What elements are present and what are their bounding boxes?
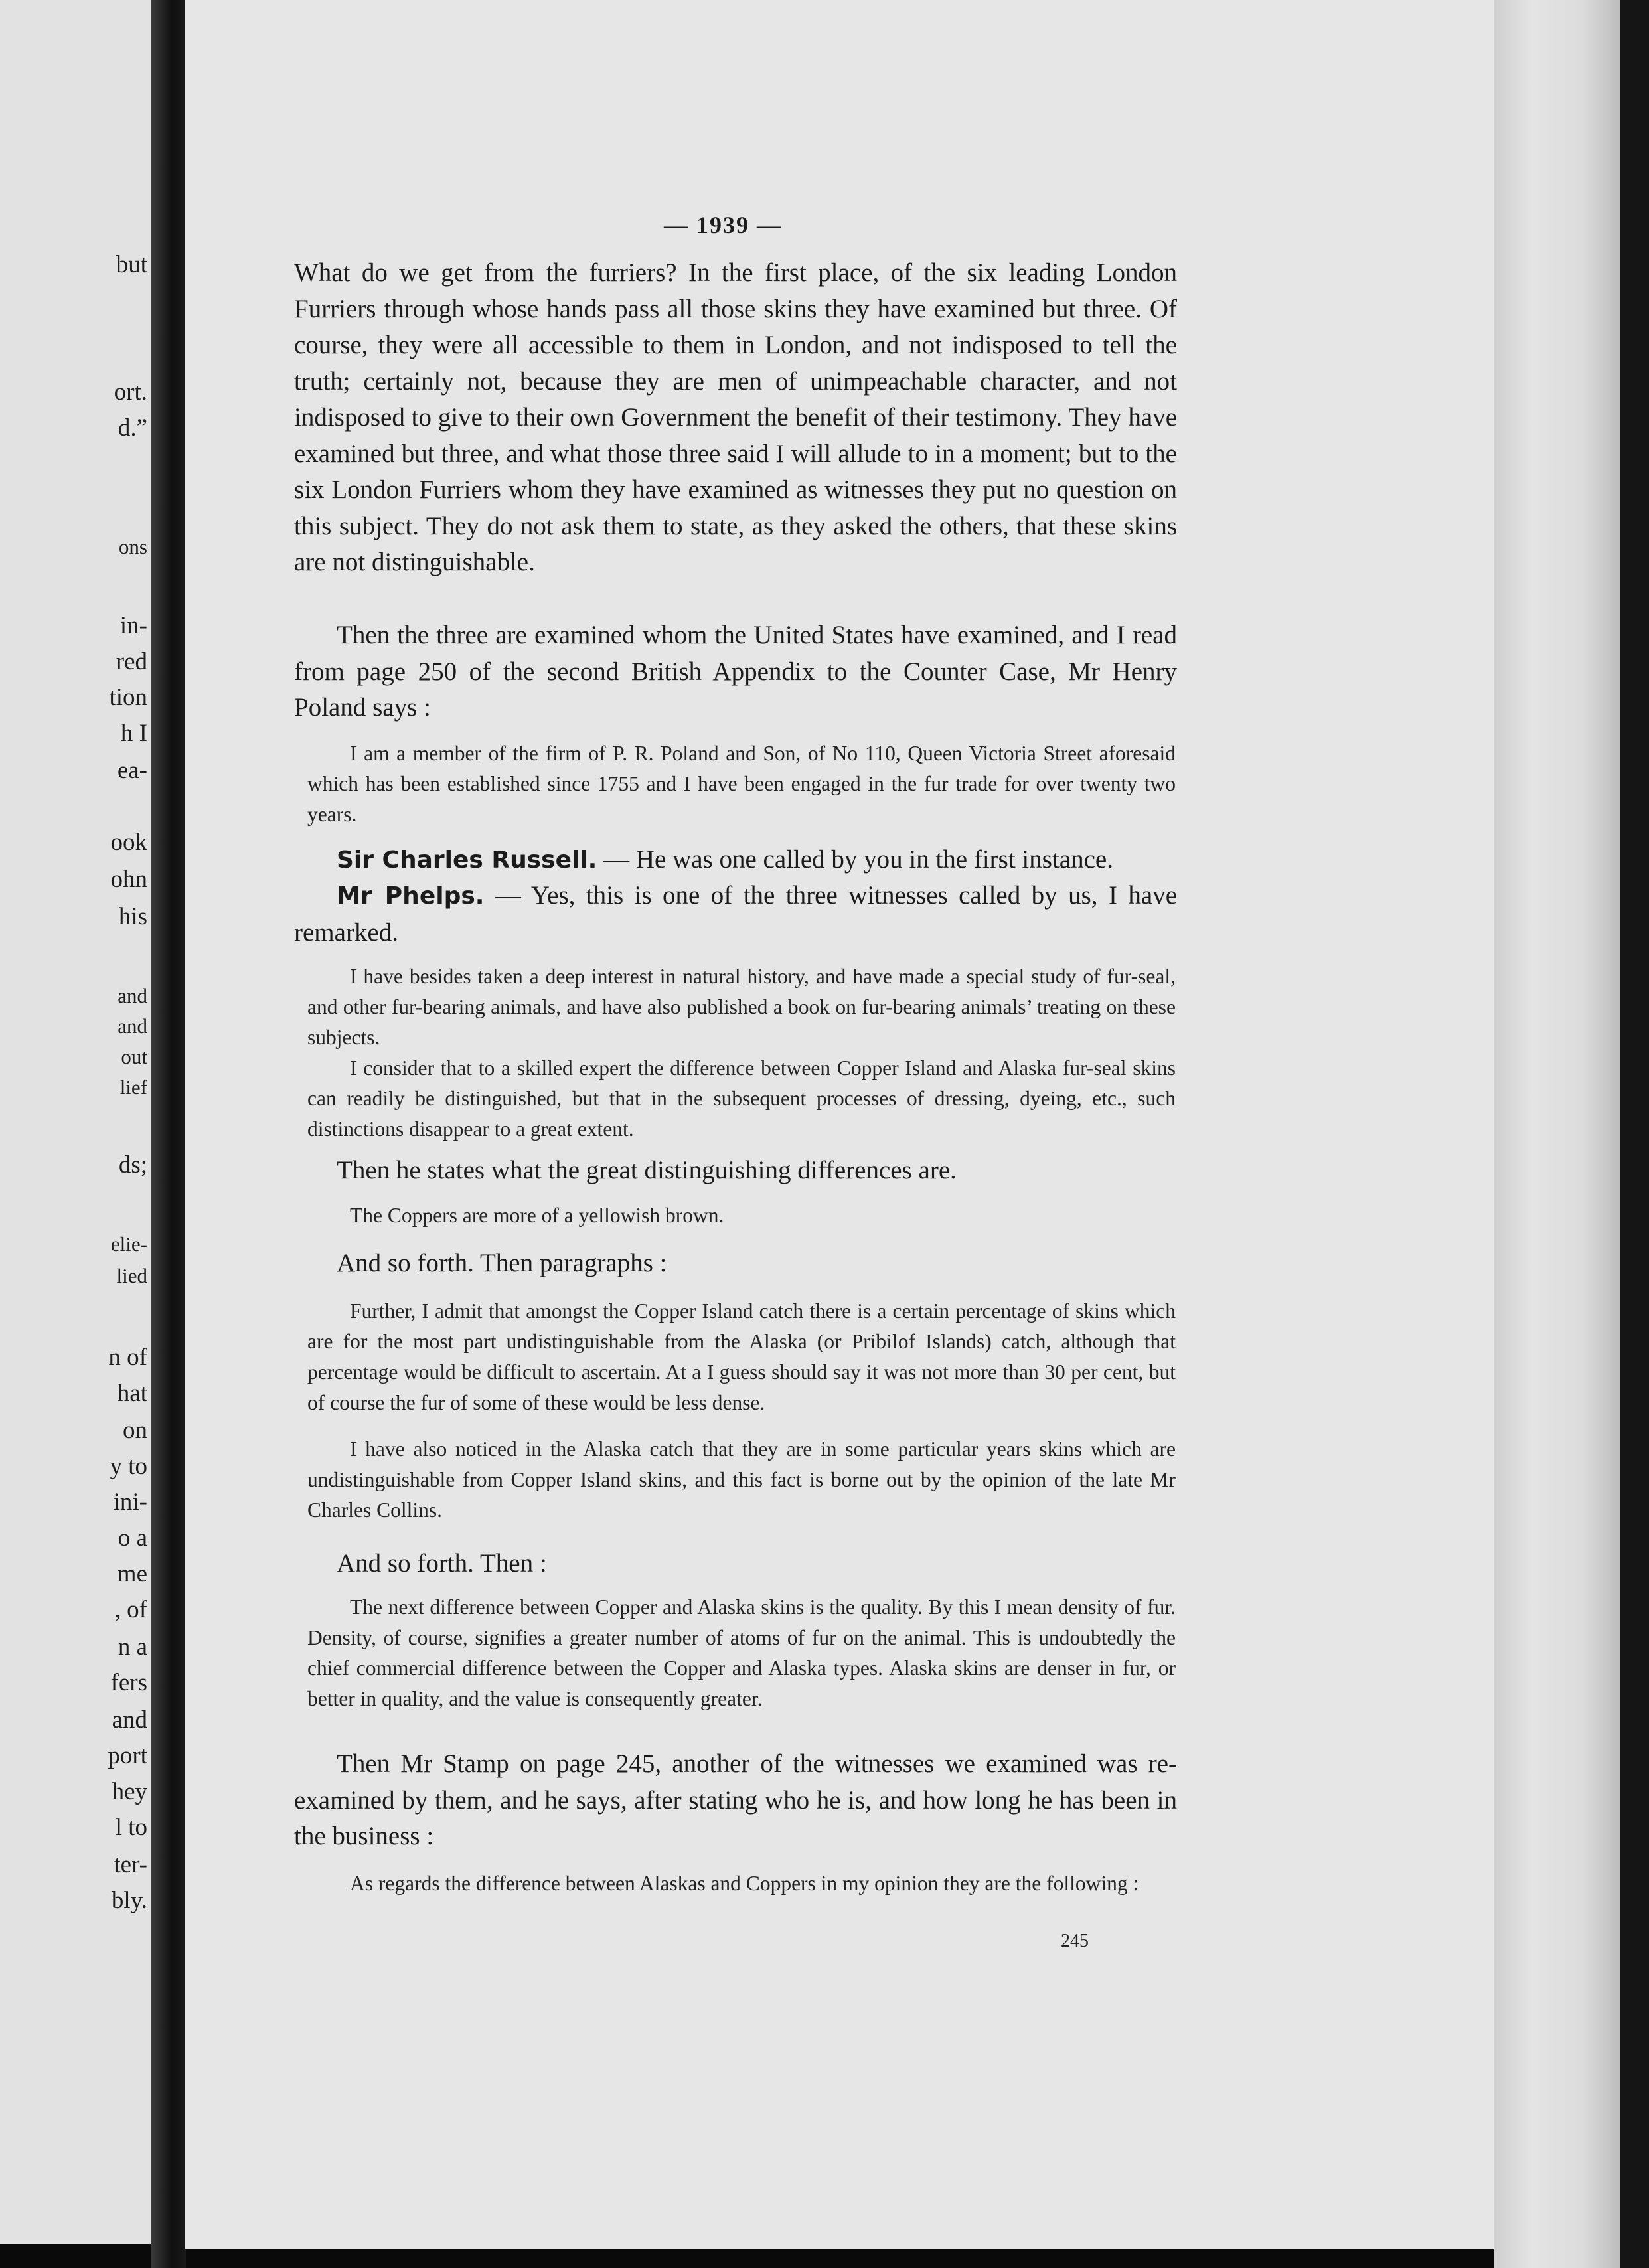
facing-fragment: ook <box>110 829 147 856</box>
facing-page-text <box>0 0 151 2244</box>
quoted-testimony: I consider that to a skilled expert the difference between Copper Island and Alaska fur-seal skins can readily be distinguished, but that in the subsequent processes of dressing, dyeing, etc., such distinctions disappear to a great extent. <box>307 1056 1176 1141</box>
quoted-testimony: Further, I admit that amongst the Copper Island catch there is a certain percentage of skins which are for the most part undistinguishable from the Alaska (or Pribilof Islands) catch, although that percentage would be difficult to ascertain. At a I guess should say it was not more than 30 per cent, but of course the fur of some of these would be less dense. <box>307 1299 1176 1414</box>
facing-fragment: hey <box>112 1778 147 1805</box>
paragraph: And so forth. Then paragraphs : <box>337 1249 667 1277</box>
facing-fragment: red <box>116 648 147 675</box>
facing-fragment: o a <box>118 1524 147 1552</box>
speaker-text: — He was one called by you in the first instance. <box>597 845 1113 874</box>
paragraph: What do we get from the furriers? In the first place, of the six leading London Furriers through whose hands pass all those skins they have examined but three. Of course, they were all accessible to them in London, and not indisposed to tell the truth; certainly not, because they are men of unimpeachable character, and not indisposed to give to their own Government the benefit of their testimony. They have examined but three, and what those three said I will allude to in a moment; but to the six London Furriers whom they have examined as witnesses they put no question on this subject. They do not ask them to state, as they asked the others, that these skins are not distinguishable. <box>294 258 1177 576</box>
speaker-line <box>294 842 1177 879</box>
paragraph: And so forth. Then : <box>337 1549 547 1578</box>
quoted-testimony: I have besides taken a deep interest in natural history, and have made a special study of fur-seal, and other fur-bearing animals, and have also published a book on fur-bearing animals’ treating on these subjects. <box>307 965 1176 1049</box>
facing-fragment: ds; <box>118 1151 147 1178</box>
facing-fragment: h I <box>120 720 147 747</box>
quoted-testimony: I have also noticed in the Alaska catch that they are in some particular years skins which are undistinguishable from Copper Island skins, and this fact is borne out by the opinion of the late Mr Charles Collins. <box>307 1437 1176 1522</box>
quoted-testimony: As regards the difference between Alaskas and Coppers in my opinion they are the following : <box>350 1872 1139 1895</box>
facing-fragment: in- <box>119 612 147 639</box>
facing-fragment: port <box>108 1742 147 1769</box>
facing-fragment: fers <box>110 1669 147 1696</box>
signature-mark: 245 <box>1061 1931 1089 1951</box>
book-gutter <box>151 0 186 2268</box>
facing-fragment: ohn <box>110 866 147 893</box>
facing-fragment: d.” <box>118 414 147 442</box>
paragraph: Then Mr Stamp on page 245, another of the witnesses we examined was re-examined by them, and he says, after stating who he is, and how long he has been in the business : <box>294 1749 1177 1850</box>
facing-fragment: hat <box>117 1380 147 1407</box>
facing-fragment: me <box>117 1560 147 1587</box>
facing-fragment: tion <box>109 684 147 711</box>
facing-fragment: and <box>118 1014 147 1038</box>
facing-fragment: , of <box>114 1596 147 1623</box>
facing-fragment: ea- <box>117 757 147 784</box>
paragraph: Then the three are examined whom the United States have examined, and I read from page 250 of the second British Appendix to the Counter Case, Mr Henry Poland says : <box>294 621 1177 722</box>
facing-fragment: n of <box>108 1344 147 1371</box>
quoted-testimony: The Coppers are more of a yellowish brown. <box>350 1204 724 1227</box>
speaker-line <box>294 878 1177 951</box>
facing-fragment: on <box>123 1417 147 1444</box>
facing-fragment: n a <box>118 1633 147 1660</box>
facing-fragment: ort. <box>114 378 147 406</box>
quoted-testimony: The next difference between Copper and Alaska skins is the quality. By this I mean density of fur. Density, of course, signifies a greater number of atoms of fur on the animal. This is undoubtedly the chief commercial difference between the Copper and Alaska types. Alaska skins are denser in fur, or better in quality, and the value is consequently greater. <box>307 1595 1176 1710</box>
facing-fragment: lied <box>116 1264 147 1287</box>
facing-fragment: y to <box>110 1453 147 1480</box>
facing-fragment: ini- <box>113 1489 147 1516</box>
speaker-name: Mr Phelps. <box>337 882 485 910</box>
speaker-name: Sir Charles Russell. <box>337 847 597 874</box>
facing-fragment: lief <box>119 1076 147 1099</box>
facing-fragment: out <box>121 1045 147 1068</box>
paragraph: Then he states what the great distinguishing differences are. <box>337 1156 957 1184</box>
facing-fragment: ter- <box>114 1851 147 1878</box>
speaker-text: — Yes, this is one of the three witnesses called by us, I have remarked. <box>294 881 1177 947</box>
facing-fragment: bly. <box>111 1887 147 1914</box>
scan-border <box>1620 0 1649 2268</box>
facing-fragment: ons <box>118 535 147 558</box>
facing-fragment: and <box>118 984 147 1007</box>
quoted-testimony: I am a member of the firm of P. R. Poland and Son, of No 110, Queen Victoria Street aforesaid which has been established since 1755 and I have been engaged in the fur trade for over twenty two years. <box>307 742 1176 826</box>
facing-fragment: l to <box>115 1814 147 1841</box>
facing-fragment: but <box>116 251 147 278</box>
facing-fragment: elie- <box>110 1232 147 1256</box>
page-edge <box>1494 0 1620 2268</box>
facing-fragment: his <box>118 903 147 930</box>
page-number: — 1939 — <box>664 212 782 238</box>
facing-fragment: and <box>112 1706 147 1734</box>
